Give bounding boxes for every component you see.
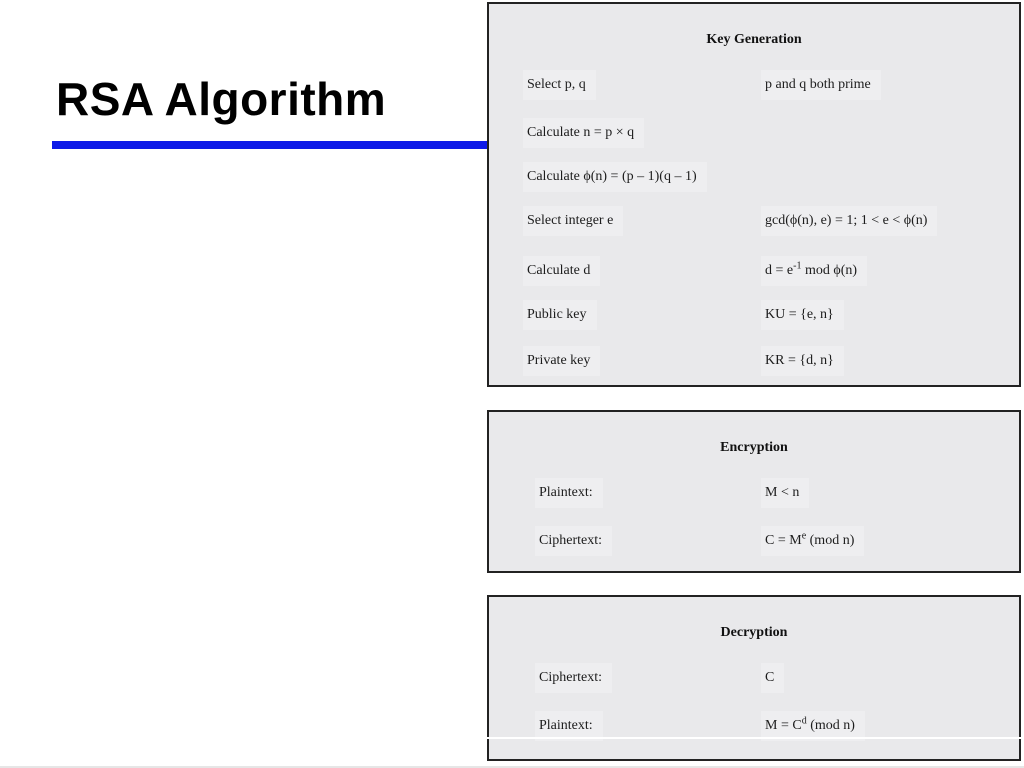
keygen-value-d-formula [761,256,867,286]
dec-formula-rest: (mod n) [806,718,855,733]
keygen-label-private-key: Private key [523,346,600,376]
encryption-label-ciphertext: Ciphertext: [535,526,612,556]
enc-formula-base: C = M [765,533,802,548]
decryption-value-ciphertext: C [761,663,784,693]
keygen-value-private-key: KR = {d, n} [761,346,844,376]
encryption-panel [487,410,1021,573]
panel-gap-line [487,737,1021,739]
d-formula-exponent: -1 [793,260,802,272]
keygen-label-select-e: Select integer e [523,206,623,236]
d-formula-base: d = e [765,263,794,278]
key-generation-panel [487,2,1021,387]
encryption-label-plaintext: Plaintext: [535,478,603,508]
title-underline [52,141,490,149]
enc-formula-exponent: e [801,530,807,542]
keygen-label-public-key: Public key [523,300,597,330]
keygen-label-calculate-phi: Calculate ϕ(n) = (p – 1)(q – 1) [523,162,707,192]
dec-formula-exponent: d [801,715,807,727]
decryption-label-ciphertext: Ciphertext: [535,663,612,693]
d-formula-rest: mod ϕ(n) [801,263,858,278]
decryption-label-plaintext: Plaintext: [535,711,603,741]
decryption-heading: Decryption [720,625,788,640]
dec-formula-base: M = C [765,718,802,733]
keygen-label-calculate-d: Calculate d [523,256,600,286]
encryption-value-plaintext: M < n [761,478,809,508]
encryption-value-ciphertext [761,526,864,556]
keygen-value-public-key: KU = {e, n} [761,300,844,330]
slide-title: RSA Algorithm [56,73,387,125]
keygen-label-calculate-n: Calculate n = p × q [523,118,644,148]
keygen-value-gcd-condition: gcd(ϕ(n), e) = 1; 1 < e < ϕ(n) [761,206,937,236]
enc-formula-rest: (mod n) [806,533,855,548]
encryption-heading: Encryption [720,440,788,455]
key-generation-heading: Key Generation [706,32,802,47]
keygen-value-both-prime: p and q both prime [761,70,881,100]
keygen-label-select-pq: Select p, q [523,70,596,100]
